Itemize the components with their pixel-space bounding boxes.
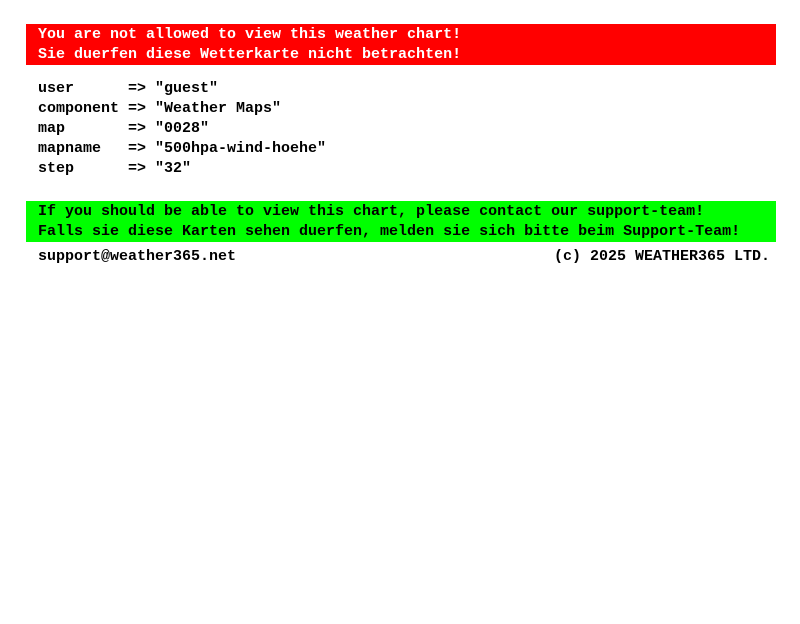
footer: [26, 247, 776, 267]
detail-key: component: [38, 100, 120, 117]
detail-row-user: [38, 79, 776, 99]
detail-key: mapname: [38, 140, 102, 157]
detail-row-component: [38, 99, 776, 119]
error-message-de: Sie duerfen diese Wetterkarte nicht betrachten!: [38, 46, 462, 63]
detail-row-step: [38, 159, 776, 179]
arrow-glyph: =>: [128, 160, 147, 177]
arrow-glyph: =>: [128, 140, 147, 157]
detail-value: "Weather Maps": [155, 100, 282, 117]
request-details: [38, 79, 776, 179]
detail-row-mapname: [38, 139, 776, 159]
detail-key: step: [38, 160, 75, 177]
detail-key: user: [38, 80, 75, 97]
access-denied-page: [26, 24, 776, 267]
detail-value: "500hpa-wind-hoehe": [155, 140, 327, 157]
error-message-en: You are not allowed to view this weather chart!: [38, 26, 462, 43]
support-email: support@weather365.net: [38, 248, 237, 265]
support-banner: [26, 201, 776, 242]
arrow-glyph: =>: [128, 120, 147, 137]
detail-value: "0028": [155, 120, 210, 137]
error-banner: [26, 24, 776, 65]
support-message-en: If you should be able to view this chart, please contact our support-team!: [38, 203, 705, 220]
detail-value: "32": [155, 160, 192, 177]
arrow-glyph: =>: [128, 80, 147, 97]
detail-key: map: [38, 120, 66, 137]
detail-value: "guest": [155, 80, 219, 97]
arrow-glyph: =>: [128, 100, 147, 117]
copyright-notice: (c) 2025 WEATHER365 LTD.: [553, 248, 770, 265]
detail-row-map: [38, 119, 776, 139]
support-message-de: Falls sie diese Karten sehen duerfen, melden sie sich bitte beim Support-Team!: [38, 223, 741, 240]
